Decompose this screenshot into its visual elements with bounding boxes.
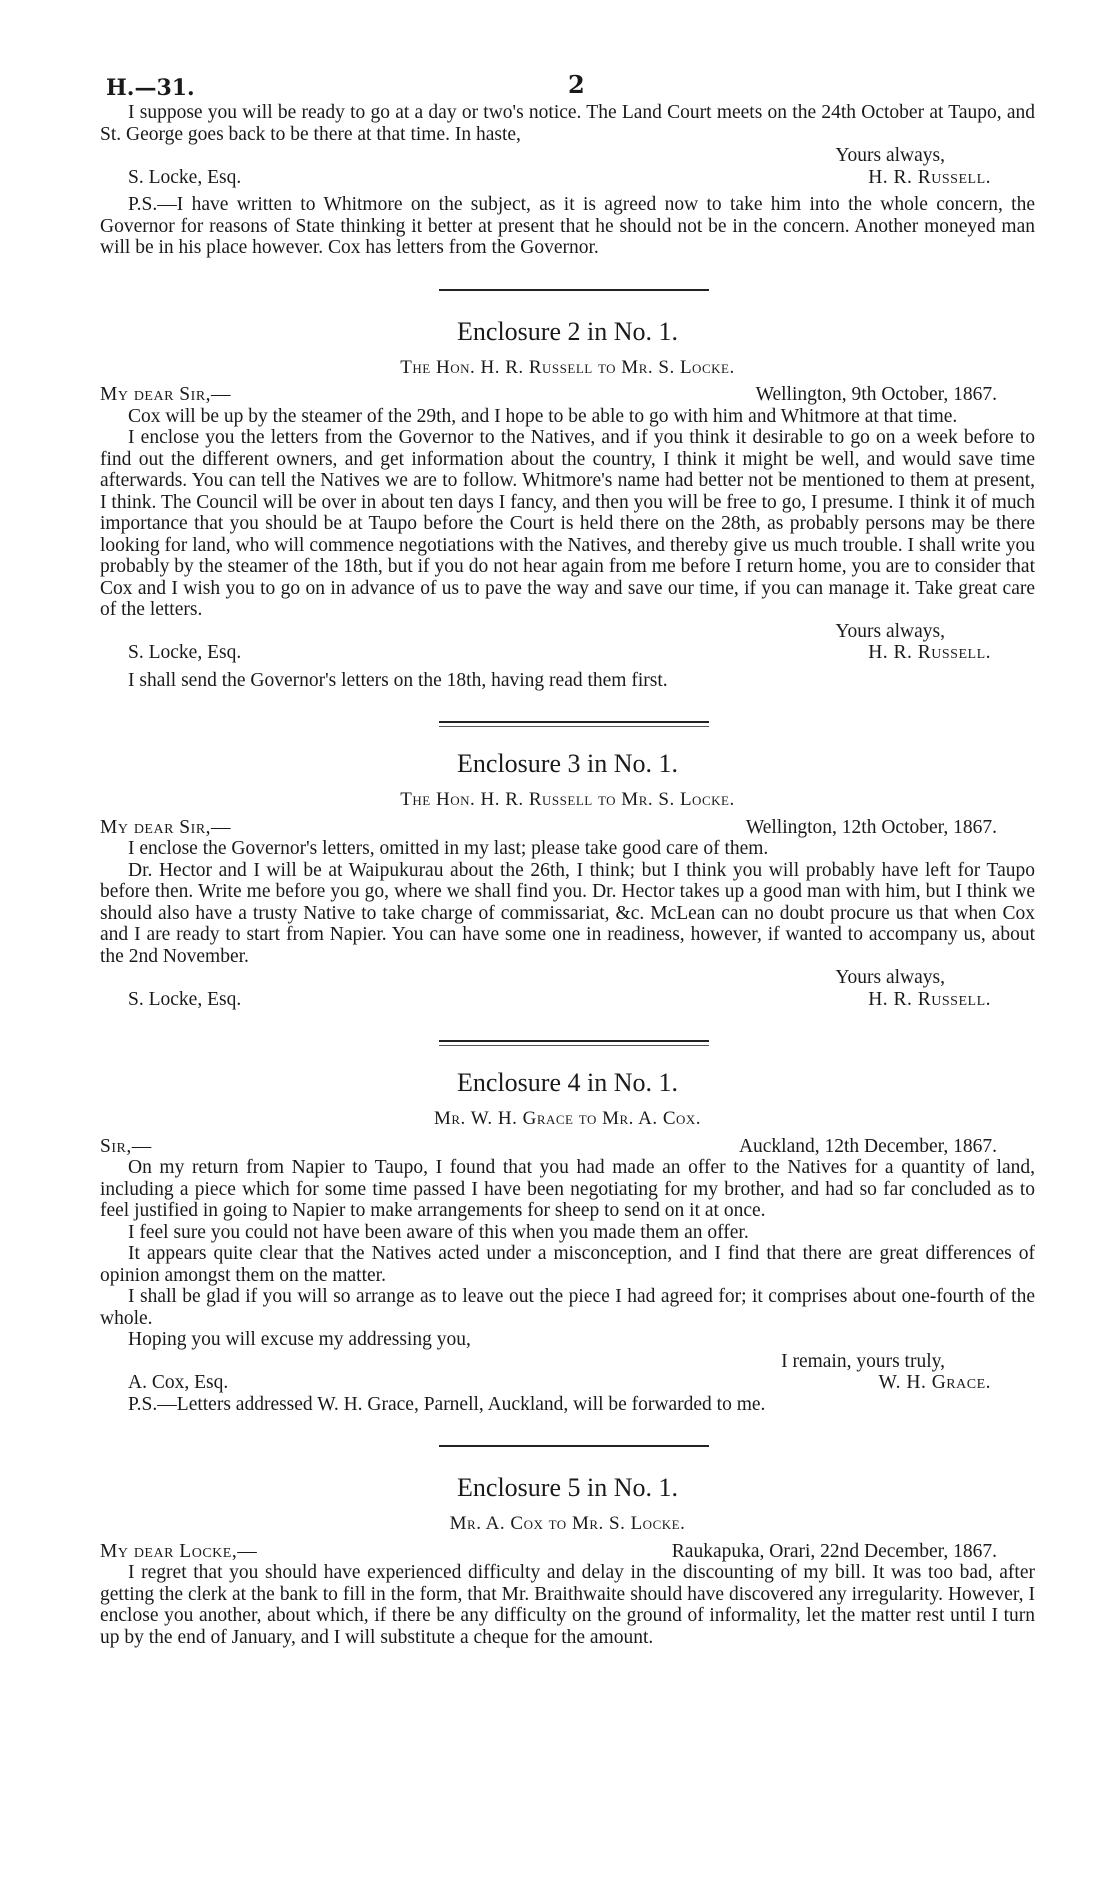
letter-date: Auckland, 12th December, 1867.	[738, 1135, 997, 1157]
page-header	[100, 60, 1035, 102]
paragraph: I feel sure you could not have been aware of this when you made them an offer.	[128, 1221, 749, 1243]
paragraph: It appears quite clear that the Natives acted under a misconception, and I find that there are great differences of opinion amongst them on the matter.	[100, 1243, 1035, 1286]
salutation-row	[100, 817, 1035, 839]
page-number: 2	[568, 70, 585, 99]
paragraph: I enclose the Governor's letters, omitted in my last; please take good care of them.	[128, 838, 769, 859]
section-divider	[439, 289, 709, 291]
signature-row	[100, 167, 1035, 189]
salutation-row	[100, 1136, 1035, 1158]
signature: W. H. Grace.	[878, 1372, 991, 1393]
enclosure-title: Enclosure 2 in No. 1.	[457, 316, 678, 346]
document-reference: H.—31.	[106, 75, 195, 101]
closing: Yours always,	[835, 145, 945, 166]
section-divider	[439, 721, 709, 723]
enclosure-subtitle: Mr. W. H. Grace to Mr. A. Cox.	[433, 1108, 702, 1129]
enclosure-2	[100, 317, 1035, 692]
postscript: P.S.—Letters addressed W. H. Grace, Parnell, Auckland, will be forwarded to me.	[128, 1393, 766, 1415]
salutation: My dear Locke,—	[100, 1540, 258, 1562]
enclosure-title: Enclosure 4 in No. 1.	[457, 1068, 678, 1097]
addressee: A. Cox, Esq.	[128, 1372, 229, 1393]
paragraph: I enclose you the letters from the Governor to the Natives, and if you think it desirable to go on a week before to find out the different owners, and get information about the country, I think it might be well, and would save time afterwards. You can tell the Natives we are to follow. Whitmore's name had better not be mentioned to them at present, I think. The Council will be over in about ten days I fancy, and then you will be free to go, I presume. I think it of much importance that you should be at Taupo before the Court is held there on the 28th, as probably persons may be there looking for land, who will commence negotiations with the Natives, and thereby give us much trouble. I shall write you probably by the steamer of the 18th, but if you do not hear again from me before I return home, you are to consider that Cox and I wish you to go on in advance of us to pave the way and save our time, if you can manage it. Take great care of the letters.	[100, 427, 1035, 620]
enclosure-5	[100, 1473, 1035, 1648]
signature: H. R. Russell.	[868, 166, 991, 188]
addressee: S. Locke, Esq.	[128, 166, 242, 188]
salutation: My dear Sir,—	[100, 816, 232, 838]
closing: Yours always,	[835, 620, 945, 642]
enclosure-3	[100, 749, 1035, 1010]
document-page	[100, 60, 1035, 1648]
signature-row	[100, 1372, 1035, 1394]
section-divider	[439, 1040, 709, 1042]
salutation: Sir,—	[100, 1135, 152, 1157]
postscript: P.S.—I have written to Whitmore on the subject, as it is agreed now to take him into the whole concern, the Governor for reasons of State thinking it better at present that he should not be in the concern. Another moneyed man will be in his place however. Cox has letters from the Governor.	[100, 194, 1035, 258]
enclosure-title: Enclosure 5 in No. 1.	[457, 1473, 678, 1502]
enclosure-title: Enclosure 3 in No. 1.	[457, 749, 678, 778]
salutation-row	[100, 1541, 1035, 1563]
addressee: S. Locke, Esq.	[128, 642, 242, 663]
signature: H. R. Russell.	[868, 642, 991, 663]
paragraph: On my return from Napier to Taupo, I found that you had made an offer to the Natives for a quantity of land, including a piece which for some time passed I have been negotiating for my brother, and had so far concluded as to feel justified in going to Napier to make arrangements for sheep to send on it at once.	[100, 1157, 1035, 1221]
letter-body: I suppose you will be ready to go at a day or two's notice. The Land Court meets on the 24th October at Taupo, and St. George goes back to be there at that time. In haste,	[100, 102, 1035, 145]
letter-date: Wellington, 12th October, 1867.	[745, 816, 997, 838]
closing: I remain, yours truly,	[781, 1350, 945, 1372]
paragraph: Hoping you will excuse my addressing you,	[128, 1329, 471, 1350]
paragraph: I shall be glad if you will so arrange as to leave out the piece I had agreed for; it comprises about one-fourth of the whole.	[100, 1286, 1035, 1329]
enclosure-subtitle: The Hon. H. R. Russell to Mr. S. Locke.	[400, 356, 735, 378]
salutation-row	[100, 384, 1035, 406]
salutation: My dear Sir,—	[100, 384, 232, 405]
postscript: I shall send the Governor's letters on the 18th, having read them first.	[128, 669, 668, 691]
paragraph: Cox will be up by the steamer of the 29th, and I hope to be able to go with him and Whitmore at that time.	[128, 405, 958, 427]
paragraph: Dr. Hector and I will be at Waipukurau about the 26th, I think; but I think you will probably have left for Taupo before then. Write me before you go, where we shall find you. Dr. Hector takes up a good man with him, but I think we should also have a trusty Native to take charge of commissariat, &c. McLean can no doubt procure us that when Cox and I are ready to start from Napier. You can have some one in readiness, however, if wanted to accompany us, about the 2nd November.	[100, 859, 1035, 967]
signature: H. R. Russell.	[868, 988, 991, 1010]
letter-date: Wellington, 9th October, 1867.	[755, 384, 997, 405]
closing: Yours always,	[835, 967, 945, 988]
letter-date: Raukapuka, Orari, 22nd December, 1867.	[671, 1540, 997, 1562]
section-divider	[439, 1445, 709, 1447]
enclosure-subtitle: The Hon. H. R. Russell to Mr. S. Locke.	[400, 789, 735, 810]
paragraph: I regret that you should have experienced difficulty and delay in the discounting of my bill. It was too bad, after getting the clerk at the bank to fill in the form, that Mr. Braithwaite should have discovered any irregularity. However, I enclose you another, about which, if there be any difficulty on the ground of informality, let the matter rest until I turn up by the end of January, and I will substitute a cheque for the amount.	[100, 1562, 1035, 1648]
letter-continuation	[100, 102, 1035, 259]
signature-row	[100, 642, 1035, 664]
addressee: S. Locke, Esq.	[128, 988, 242, 1010]
enclosure-subtitle: Mr. A. Cox to Mr. S. Locke.	[449, 1513, 686, 1534]
signature-row	[100, 989, 1035, 1011]
enclosure-4	[100, 1068, 1035, 1415]
